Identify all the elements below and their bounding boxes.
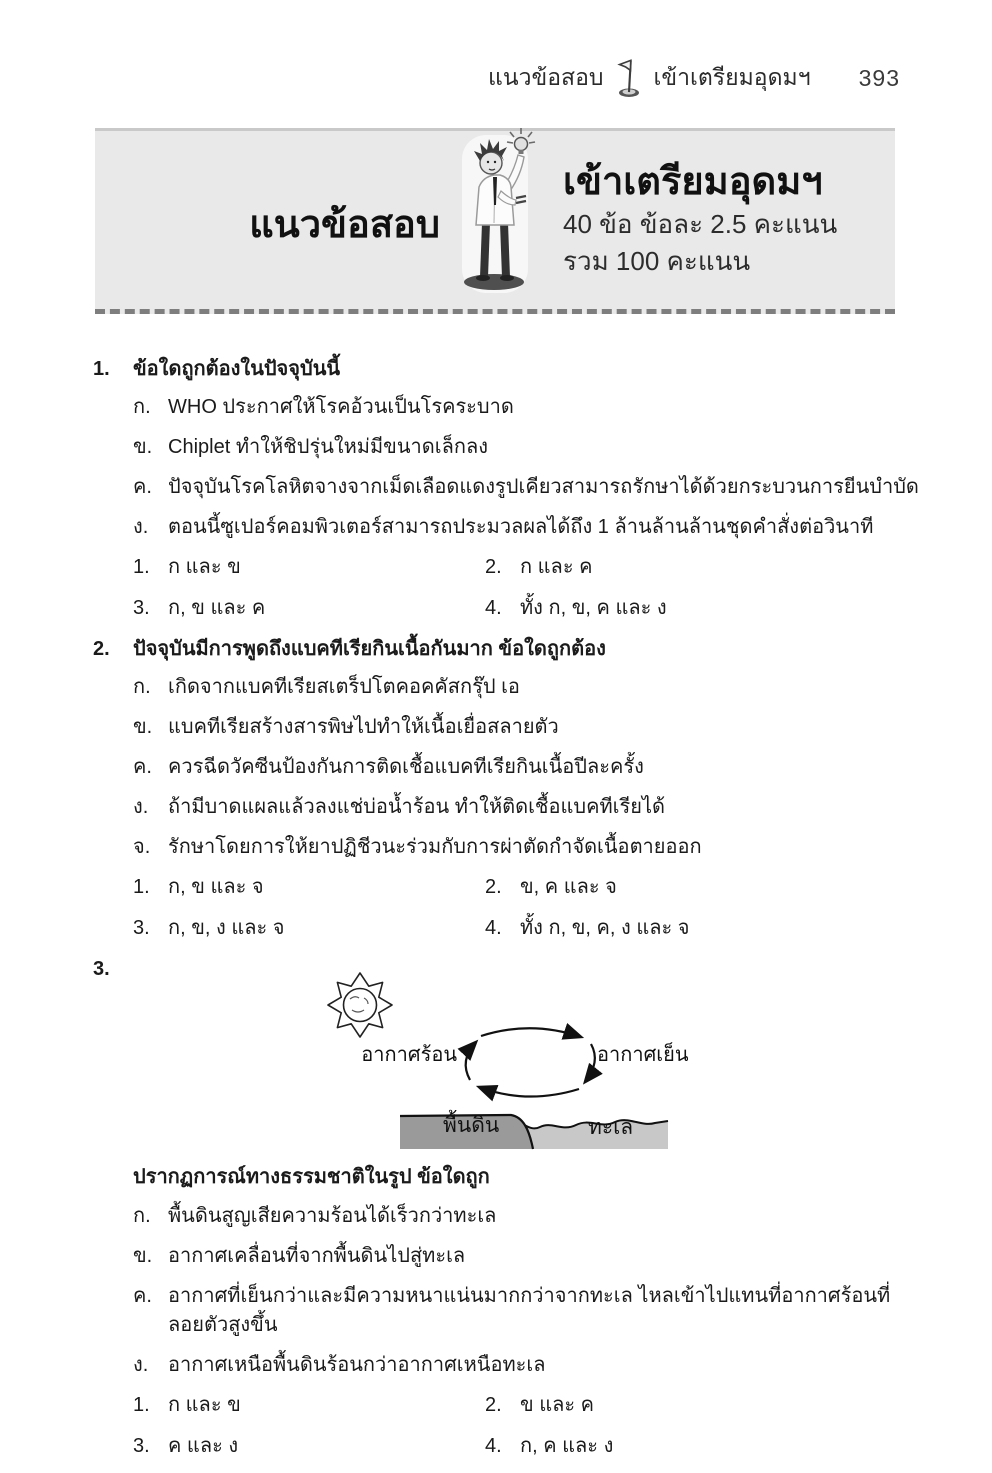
statement: ข. อากาศเคลื่อนที่จากพื้นดินไปสู่ทะเล xyxy=(133,1245,466,1267)
sun-icon xyxy=(328,973,392,1037)
header-right-text: เข้าเตรียมอุดมฯ xyxy=(653,64,811,90)
statement: ค. อากาศที่เย็นกว่าและมีความหนาแน่นมากกว่าจากทะเล ไหลเข้าไปแทนที่อากาศร้อนที่ลอยตัวสูงขึ้น xyxy=(133,1285,891,1336)
question-1 xyxy=(93,355,933,623)
running-header xyxy=(488,58,900,98)
sea-label: ทะเล xyxy=(588,1116,634,1139)
exam-banner xyxy=(95,128,895,314)
question-3 xyxy=(93,955,933,1461)
page-number: 393 xyxy=(858,64,900,91)
answer-choice: 2. ข และ ค xyxy=(485,1394,595,1416)
answer-choice: 1. ก และ ข xyxy=(133,1394,241,1416)
answer-choice: 1. ก และ ข xyxy=(133,556,241,578)
statement: ก. เกิดจากแบคทีเรียสเตร็ปโตคอคคัสกรุ๊ป เอ xyxy=(133,676,520,698)
question-text: ปรากฏการณ์ทางธรรมชาติในรูป ข้อใดถูก xyxy=(133,1166,490,1188)
question-text: ปัจจุบันมีการพูดถึงแบคทีเรียกินเนื้อกันมาก ข้อใดถูกต้อง xyxy=(133,638,606,660)
banner-subtitle-1: 40 ข้อ ข้อละ 2.5 คะแนน xyxy=(563,208,838,239)
statement: ง. อากาศเหนือพื้นดินร้อนกว่าอากาศเหนือทะเล xyxy=(133,1354,546,1376)
statement: ค. ปัจจุบันโรคโลหิตจางจากเม็ดเลือดแดงรูปเคียวสามารถรักษาได้ด้วยกระบวนการยีนบำบัด xyxy=(133,476,919,498)
question-number: 3. xyxy=(93,958,110,980)
question-list xyxy=(93,355,933,1473)
answer-choice: 4. ทั้ง ก, ข, ค, ง และ จ xyxy=(485,917,690,939)
question-number: 2. xyxy=(93,638,110,660)
banner-title-left: แนวข้อสอบ xyxy=(249,203,440,246)
question-text: ข้อใดถูกต้องในปัจจุบันนี้ xyxy=(133,358,341,380)
question-number: 1. xyxy=(93,358,110,380)
answer-choice: 3. ค และ ง xyxy=(133,1435,239,1457)
statement: ง. ตอนนี้ซูเปอร์คอมพิวเตอร์สามารถประมวลผลได้ถึง 1 ล้านล้านล้านชุดคำสั่งต่อวินาที xyxy=(133,516,874,538)
statement: ค. ควรฉีดวัคซีนป้องกันการติดเชื้อแบคทีเรียกินเนื้อปีละครั้ง xyxy=(133,756,644,778)
header-left-text: แนวข้อสอบ xyxy=(488,64,604,90)
answer-choice: 2. ก และ ค xyxy=(485,556,593,578)
golf-flag-icon xyxy=(614,58,644,98)
answer-choice: 3. ก, ข, ง และ จ xyxy=(133,917,285,939)
banner-subtitle-2: รวม 100 คะแนน xyxy=(563,245,751,276)
question-2 xyxy=(93,635,933,943)
banner-title-right: เข้าเตรียมอุดมฯ xyxy=(563,161,823,204)
answer-choice: 3. ก, ข และ ค xyxy=(133,597,266,619)
statement: จ. รักษาโดยการให้ยาปฏิชีวนะร่วมกับการผ่าตัดกำจัดเนื้อตายออก xyxy=(133,836,702,858)
cold-air-label: อากาศเย็น xyxy=(597,1044,689,1066)
statement: ก. WHO ประกาศให้โรคอ้วนเป็นโรคระบาด xyxy=(133,396,514,418)
answer-choice: 2. ข, ค และ จ xyxy=(485,876,617,898)
statement: ง. ถ้ามีบาดแผลแล้วลงแช่บ่อน้ำร้อน ทำให้ติดเชื้อแบคทีเรียได้ xyxy=(133,796,666,818)
scientist-illustration xyxy=(440,131,555,309)
sea-breeze-diagram xyxy=(300,965,700,1157)
statement: ข. Chiplet ทำให้ชิปรุ่นใหม่มีขนาดเล็กลง xyxy=(133,436,488,458)
statement: ก. พื้นดินสูญเสียความร้อนได้เร็วกว่าทะเล xyxy=(133,1205,497,1227)
statement: ข. แบคทีเรียสร้างสารพิษไปทำให้เนื้อเยื่อสลายตัว xyxy=(133,716,559,738)
answer-choice: 4. ก, ค และ ง xyxy=(485,1435,614,1457)
land-label: พื้นดิน xyxy=(443,1114,500,1137)
answer-choice: 4. ทั้ง ก, ข, ค และ ง xyxy=(485,597,667,619)
hot-air-label: อากาศร้อน xyxy=(361,1044,457,1066)
answer-choice: 1. ก, ข และ จ xyxy=(133,876,264,898)
